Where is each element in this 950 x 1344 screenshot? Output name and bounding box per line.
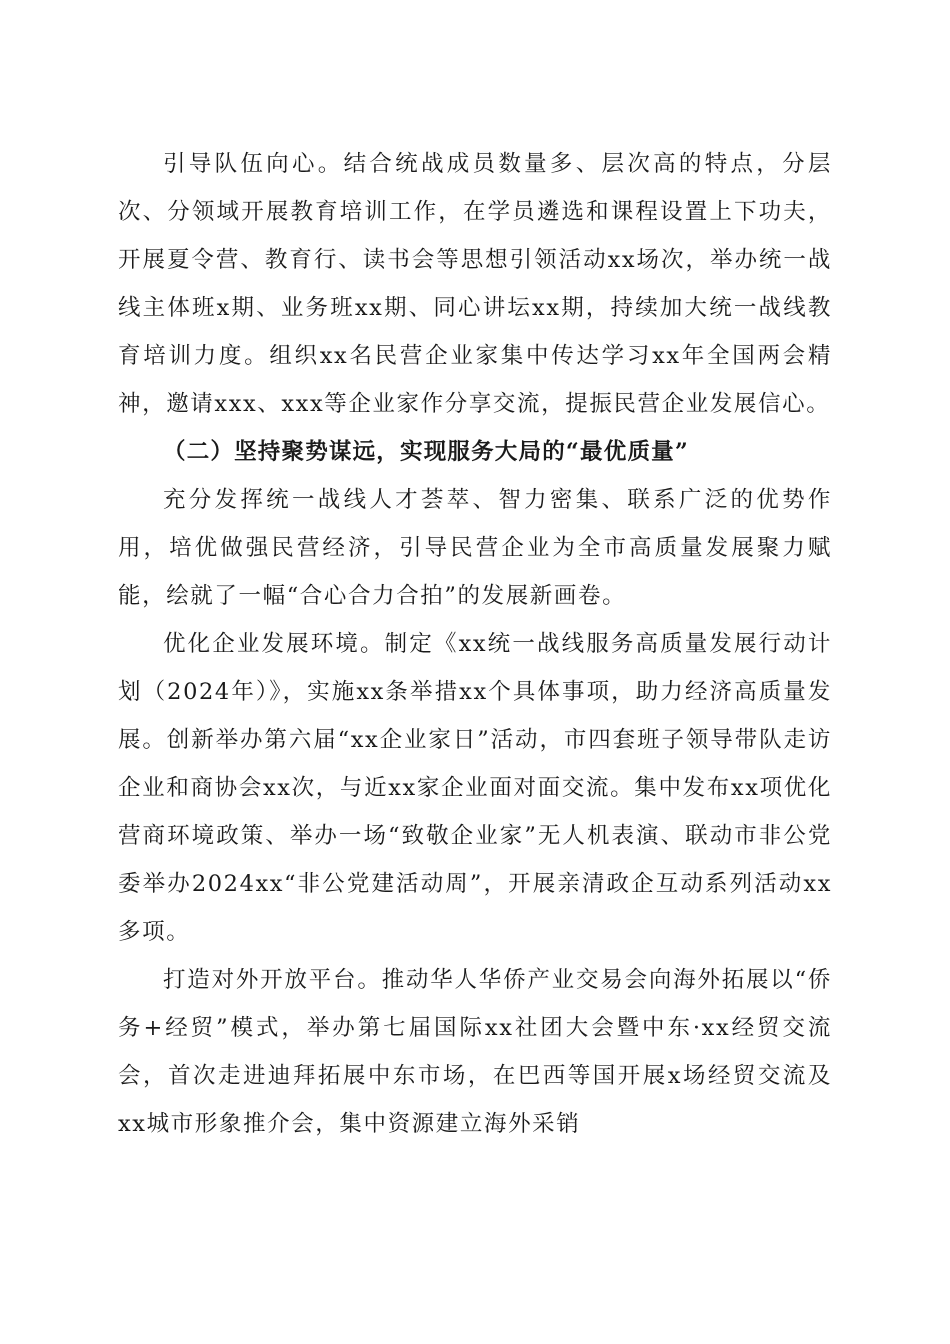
paragraph-team-guidance: 引导队伍向心。结合统战成员数量多、层次高的特点，分层次、分领域开展教育培训工作，在学员遴选和课程设置上下功夫，开展夏令营、教育行、读书会等思想引领活动xx场次，举办统一战线主体班x期、业务班xx期、同心讲坛xx期，持续加大统一战线教育培训力度。组织xx名民营企业家集中传达学习xx年全国两会精神，邀请xxx、xxx等企业家作分享交流，提振民营企业发展信心。 <box>118 151 832 417</box>
paragraph-business-environment: 优化企业发展环境。制定《xx统一战线服务高质量发展行动计划（2024年）》，实施xx条举措xx个具体事项，助力经济高质量发展。创新举办第六届“xx企业家日”活动，市四套班子领导带队走访企业和商协会xx次，与近xx家企业面对面交流。集中发布xx项优化营商环境政策、举办一场“致敬企业家”无人机表演、联动市非公党委举办2024xx“非公党建活动周”，开展亲清政企互动系列活动xx多项。 <box>118 631 832 945</box>
section-heading-2: （二）坚持聚势谋远，实现服务大局的“最优质量” <box>163 439 689 465</box>
paragraph-opening-platform: 打造对外开放平台。推动华人华侨产业交易会向海外拓展以“侨务+经贸”模式，举办第七届国际xx社团大会暨中东·xx经贸交流会，首次走进迪拜拓展中东市场，在巴西等国开展x场经贸交流及xx城市形象推介会，集中资源建立海外采销 <box>118 967 832 1137</box>
paragraph-section-intro: 充分发挥统一战线人才荟萃、智力密集、联系广泛的优势作用，培优做强民营经济，引导民营企业为全市高质量发展聚力赋能，绘就了一幅“合心合力合拍”的发展新画卷。 <box>118 487 832 609</box>
document-body <box>118 140 832 1148</box>
